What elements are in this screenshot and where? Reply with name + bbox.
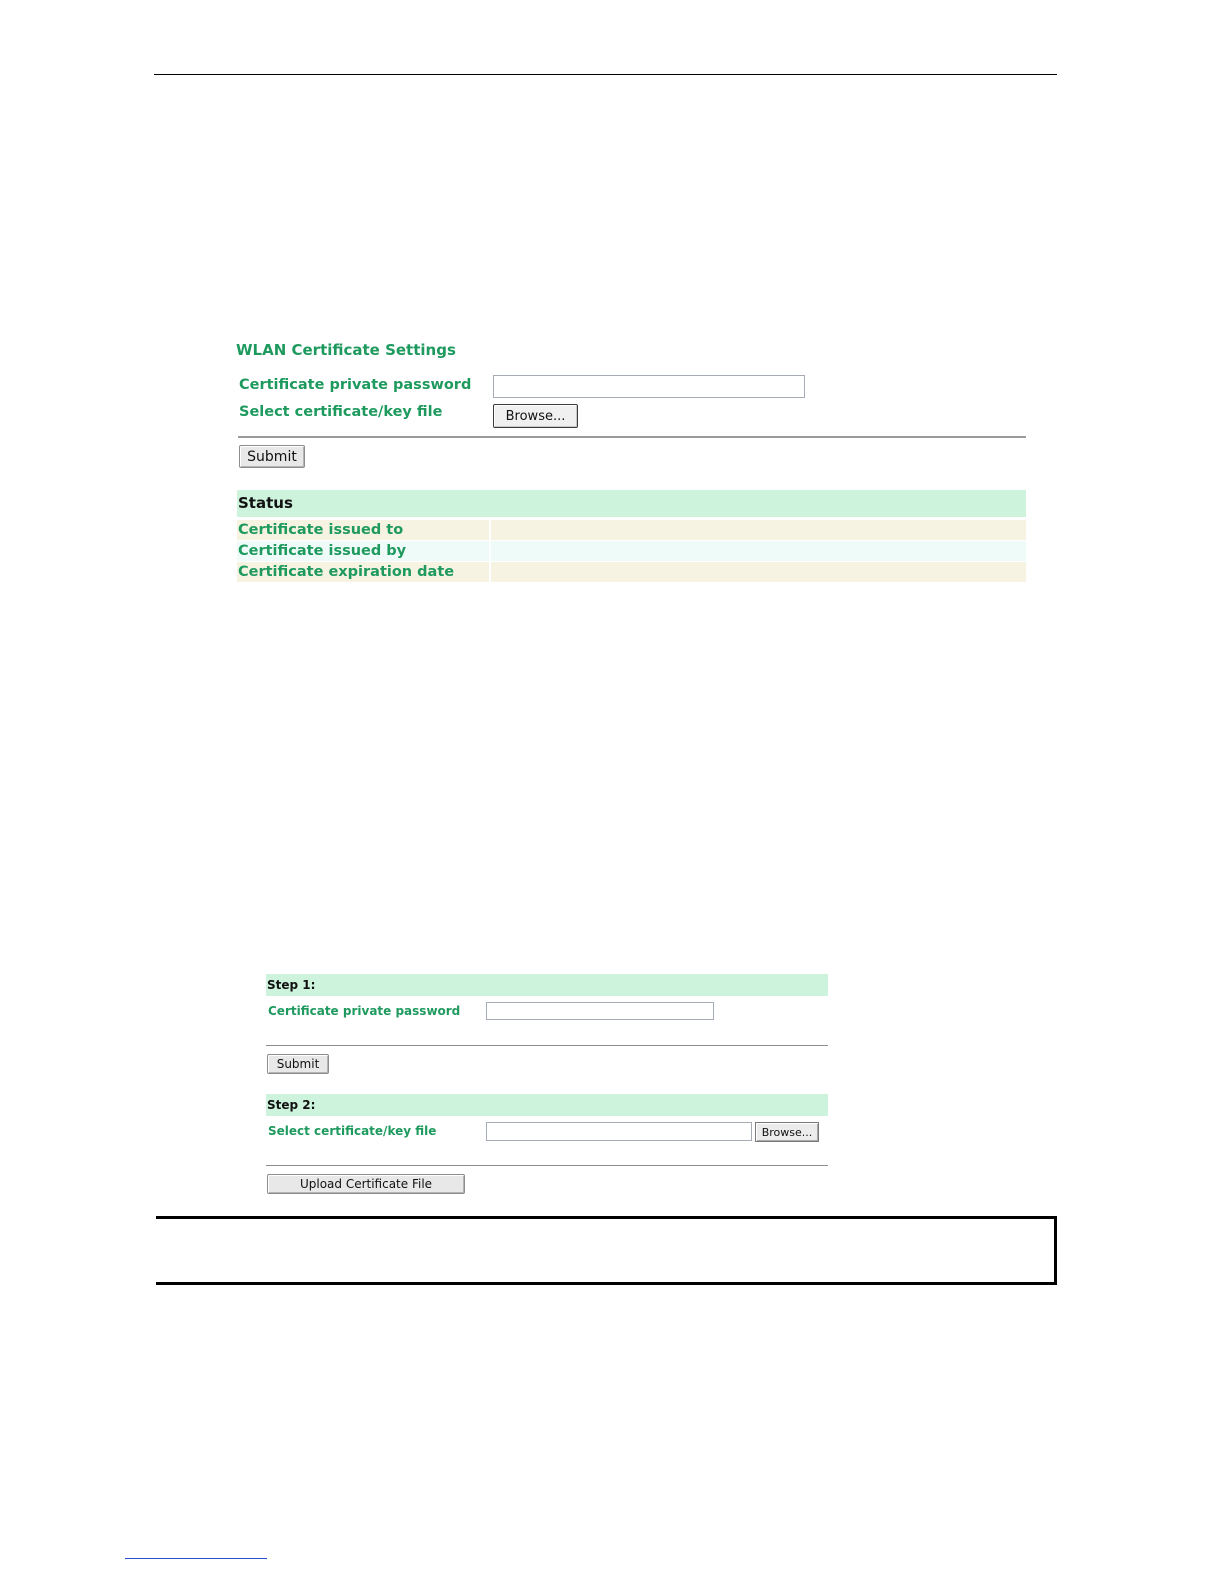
step2-browse-button[interactable]: Browse...	[755, 1122, 819, 1142]
status-header: Status	[237, 490, 1026, 517]
note-box	[156, 1216, 1057, 1285]
status-row-value	[491, 520, 1026, 540]
step1-header: Step 1:	[266, 974, 828, 996]
step2-divider	[266, 1165, 828, 1166]
browse-button[interactable]: Browse...	[493, 404, 578, 428]
certificate-private-password-label: Certificate private password	[239, 377, 472, 393]
footer-link-underline	[125, 1558, 267, 1559]
page-header-rule	[154, 74, 1057, 75]
status-row-value	[491, 562, 1026, 582]
status-row-value	[491, 541, 1026, 561]
status-row-issued-to	[237, 520, 1026, 540]
select-certificate-key-file-label: Select certificate/key file	[239, 404, 443, 420]
step1-certificate-private-password-input[interactable]	[486, 1002, 714, 1020]
status-row-issued-by	[237, 541, 1026, 561]
step2-header: Step 2:	[266, 1094, 828, 1116]
settings-divider	[238, 436, 1026, 438]
status-row-expiration-date	[237, 562, 1026, 582]
status-row-label: Certificate issued by	[237, 541, 489, 561]
step1-submit-button[interactable]: Submit	[267, 1054, 329, 1074]
status-table	[237, 490, 1026, 582]
upload-certificate-file-button[interactable]: Upload Certificate File	[267, 1174, 465, 1194]
step2-select-certificate-key-file-label: Select certificate/key file	[268, 1124, 437, 1138]
wlan-certificate-settings-title: WLAN Certificate Settings	[236, 341, 456, 359]
step1-certificate-private-password-label: Certificate private password	[268, 1004, 461, 1018]
certificate-private-password-input[interactable]	[493, 375, 805, 398]
status-row-label: Certificate issued to	[237, 520, 489, 540]
submit-button[interactable]: Submit	[239, 445, 305, 468]
status-row-label: Certificate expiration date	[237, 562, 489, 582]
step1-divider	[266, 1045, 828, 1046]
step2-file-path-input[interactable]	[486, 1122, 752, 1141]
